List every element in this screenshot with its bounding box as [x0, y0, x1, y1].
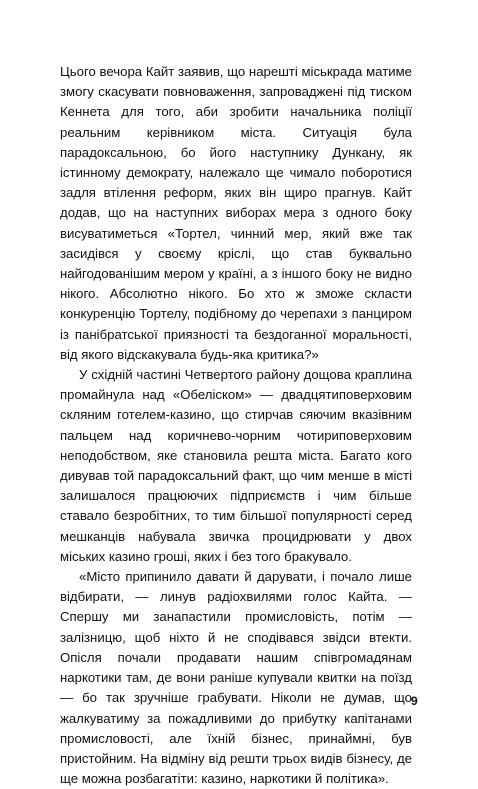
paragraph-2: У східній частині Четвертого району дощова краплина промайнула над «Обеліском» — двадцятиповерховим скляним готелем-казино, що стирчав сяючим вказівним пальцем над коричнево-чорним чотириповерховим неподобством, яке становила решта міста. Багато кого дивував той парадоксальний факт, що чим менше в місті залишалося працюючих підприємств і чим більше ставало безробітних, то тим більшої популярності серед мешканців набувала звичка процидрювати у двох міських казино гроші, яких і без того бракувало.: [60, 367, 412, 564]
page-number: 9: [411, 694, 418, 708]
paragraph-3: «Місто припинило давати й дарувати, і почало лише відбирати, — линув радіохвилями голос Кайта. — Спершу ми занапастили промисловість, потім — залізницю, щоб ніхто й не сподівався звідси втекти. Опісля почали продавати нашим співгромадянам наркотики там, де вони раніше купували квитки на поїзд — бо так зручніше грабувати. Ніколи не думав, що жалкуватиму за пожадливими до прибутку капітанами промисловості, але їхній бізнес, принаймні, був пристойним. На відміну від решти трьох видів бізнесу, де ще можна розбагатіти: казино, наркотики й політика».: [60, 569, 412, 787]
paragraph-1: Цього вечора Кайт заявив, що нарешті міськрада матиме змогу скасувати повноваження, запроваджені під тиском Кеннета для того, аби зробити начальника поліції реальним керівником міста. Ситуація була парадоксальною, бо його наступнику Дункану, як істинному демократу, належало ще чимало поборотися задля втілення реформ, яких він щиро прагнув. Кайт додав, що на наступних виборах мера з одного боку висуватиметься «Тортел, чинний мер, який вже так засидівся у своєму кріслі, що став буквально найгодованішим мером у країні, а з іншого боку не видно нікого. Абсолютно нікого. Бо хто ж зможе скласти конкуренцію Тортелу, подібному до черепахи з панциром із панібратської приязності та бездоганної моральності, від якого відскакувала будь-яка критика?»: [60, 64, 412, 362]
page-body: [60, 62, 412, 789]
